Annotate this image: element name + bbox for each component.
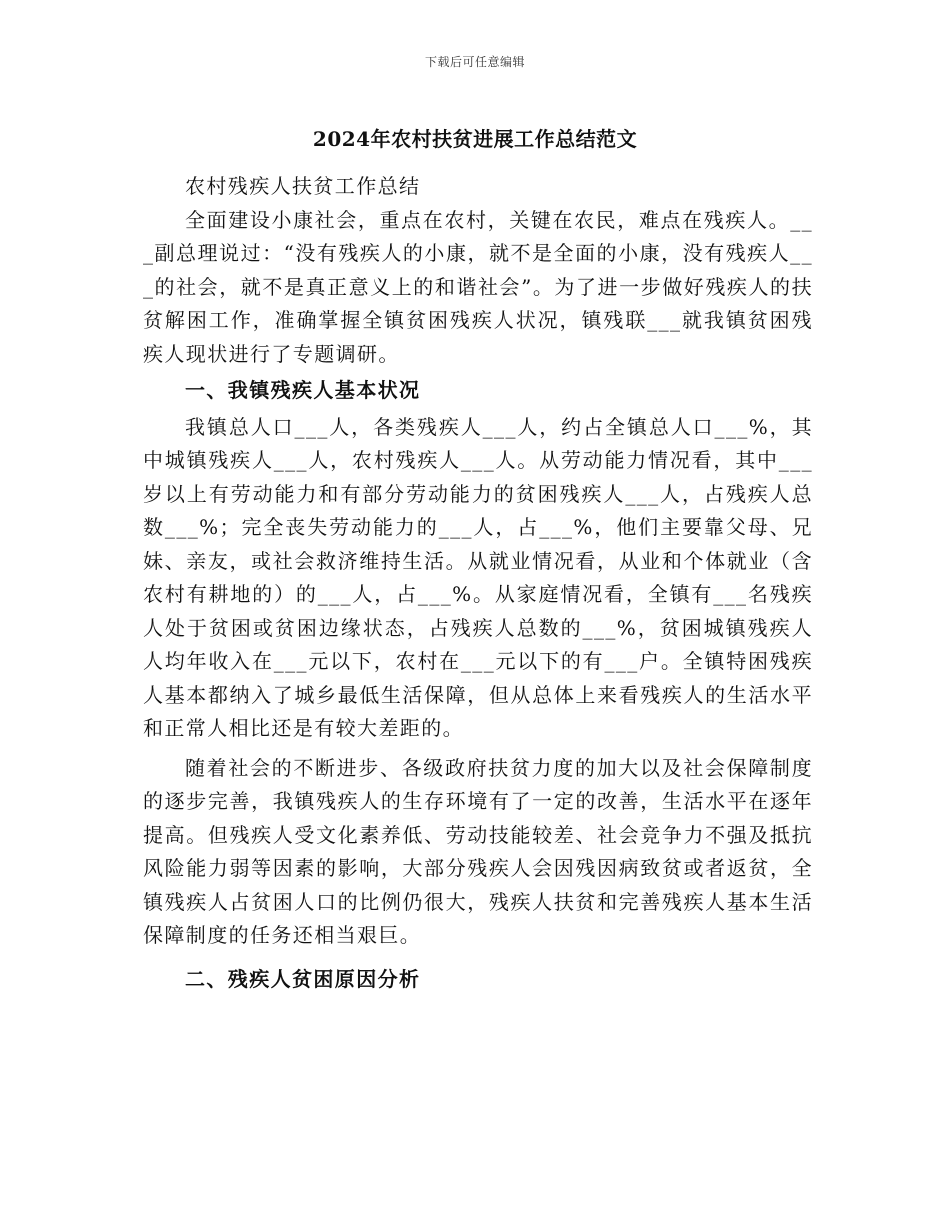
section-1-heading: 一、我镇残疾人基本状况 xyxy=(185,378,421,402)
section-1-paragraph-2: 随着社会的不断进步、各级政府扶贫力度的加大以及社会保障制度的逐步完善，我镇残疾人的生存环境有了一定的改善，生活水平在逐年提高。但残疾人受文化素养低、劳动技能较差、社会竞争力不强及抵抗风险能力弱等因素的影响，大部分残疾人会因残因病致贫或者返贫，全镇残疾人占贫困人口的比例仍很大，残疾人扶贫和完善残疾人基本生活保障制度的任务还相当艰巨。 xyxy=(143,755,813,947)
intro-paragraph: 全面建设小康社会，重点在农村，关键在农民，难点在残疾人。___副总理说过：“没有残疾人的小康，就不是全面的小康，没有残疾人___的社会，就不是真正意义上的和谐社会”。为了进一步做好残疾人的扶贫解困工作，准确掌握全镇贫困残疾人状况，镇残联___就我镇贫困残疾人现状进行了专题调研。 xyxy=(143,207,813,366)
section-2-heading: 二、残疾人贫困原因分析 xyxy=(185,966,421,991)
document-subtitle: 农村残疾人扶贫工作总结 xyxy=(185,174,421,198)
document-body xyxy=(143,170,813,999)
section-1-paragraph-1: 我镇总人口___人，各类残疾人___人，约占全镇总人口___%，其中城镇残疾人___人，农村残疾人___人。从劳动能力情况看，其中___岁以上有劳动能力和有部分劳动能力的贫困残疾人___人，占残疾人总数___%；完全丧失劳动能力的___人，占___%，他们主要靠父母、兄妹、亲友，或社会救济维持生活。从就业情况看，从业和个体就业（含农村有耕地的）的___人，占___%。从家庭情况看，全镇有___名残疾人处于贫困或贫困边缘状态，占残疾人总数的___%，贫困城镇残疾人人均年收入在___元以下，农村在___元以下的有___户。全镇特困残疾人基本都纳入了城乡最低生活保障，但从总体上来看残疾人的生活水平和正常人相比还是有较大差距的。 xyxy=(143,414,813,740)
document-title: 2024年农村扶贫进展工作总结范文 xyxy=(312,127,638,151)
page-header-note: 下载后可任意编辑 xyxy=(424,55,525,69)
